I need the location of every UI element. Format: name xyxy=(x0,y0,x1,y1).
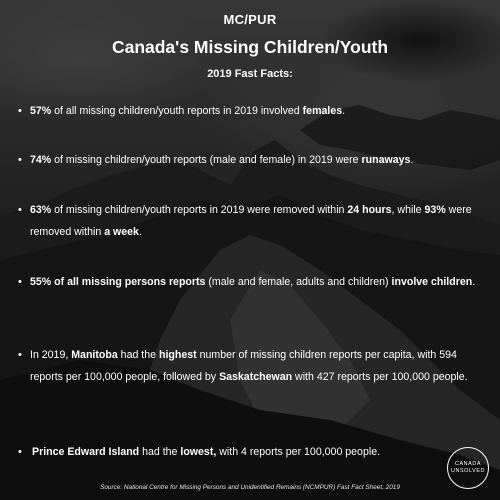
fact-segment: . xyxy=(472,276,476,288)
fact-highlight: 24 hours xyxy=(347,204,392,216)
fact-item xyxy=(18,199,486,243)
fact-text xyxy=(30,344,486,388)
fact-highlight: lowest, xyxy=(180,446,217,458)
fact-segment: , while xyxy=(391,204,425,216)
logo-line-1: CANADA xyxy=(454,461,482,467)
fact-item xyxy=(18,344,486,388)
page-subtitle: 2019 Fast Facts: xyxy=(207,68,293,80)
bullet-icon: • xyxy=(18,349,22,361)
fact-item xyxy=(18,100,486,122)
page-title: Canada's Missing Children/Youth xyxy=(111,37,389,57)
fact-highlight: involve children xyxy=(391,276,473,288)
fact-segment: had the xyxy=(139,446,181,458)
fact-item xyxy=(18,441,486,463)
fact-segment: were removed within xyxy=(30,204,472,238)
fact-text xyxy=(30,100,486,122)
fact-highlight: highest xyxy=(158,349,197,361)
canada-unsolved-logo xyxy=(447,447,489,489)
fact-highlight: 57% xyxy=(30,105,52,117)
fact-item xyxy=(18,149,486,171)
fact-text xyxy=(30,271,486,293)
fact-highlight: Saskatchewan xyxy=(219,371,293,383)
fact-highlight: a week xyxy=(104,226,139,238)
fact-segment: . xyxy=(410,154,414,166)
fact-segment: . xyxy=(138,226,142,238)
fact-highlight: 93% xyxy=(424,204,446,216)
fact-highlight: females xyxy=(302,105,343,117)
fact-item xyxy=(18,271,486,293)
organization-label: MC/PUR xyxy=(223,12,277,27)
bullet-icon: • xyxy=(18,204,22,216)
logo-line-2: UNSOLVED xyxy=(450,468,486,474)
fact-segment: . xyxy=(342,105,346,117)
fact-highlight: Manitoba xyxy=(71,349,118,361)
fact-segment: (male and female, adults and children) xyxy=(205,276,392,288)
bullet-icon: • xyxy=(18,276,22,288)
bullet-icon: • xyxy=(18,105,22,117)
bullet-icon: • xyxy=(18,154,22,166)
fact-highlight: 63% xyxy=(30,204,52,216)
fact-highlight: 74% xyxy=(30,154,52,166)
fact-segment: of missing children/youth reports (male and female) in 2019 were xyxy=(51,154,362,166)
fact-highlight: runaways xyxy=(361,154,411,166)
fact-segment: had the xyxy=(117,349,159,361)
fact-highlight: 55% of all missing persons reports xyxy=(30,276,206,288)
fact-segment: number of missing children reports per capita, with 594 reports per 100,000 people, followed by xyxy=(30,349,457,383)
fact-highlight: Prince Edward Island xyxy=(32,446,140,458)
fact-segment: of all missing children/youth reports in 2019 involved xyxy=(51,105,303,117)
fact-text xyxy=(30,199,486,243)
source-citation: Source: National Centre for Missing Persons and Unidentified Remains (NCMPUR) Fast Fact Sheet, 2019 xyxy=(100,484,400,491)
fact-segment: with 427 reports per 100,000 people. xyxy=(292,371,468,383)
fact-text xyxy=(32,441,486,463)
fact-segment: of missing children/youth reports in 2019 were removed within xyxy=(51,204,348,216)
fact-segment: In 2019, xyxy=(30,349,72,361)
bullet-icon: • xyxy=(18,446,22,458)
fact-segment: with 4 reports per 100,000 people. xyxy=(216,446,381,458)
fact-text xyxy=(30,149,486,171)
